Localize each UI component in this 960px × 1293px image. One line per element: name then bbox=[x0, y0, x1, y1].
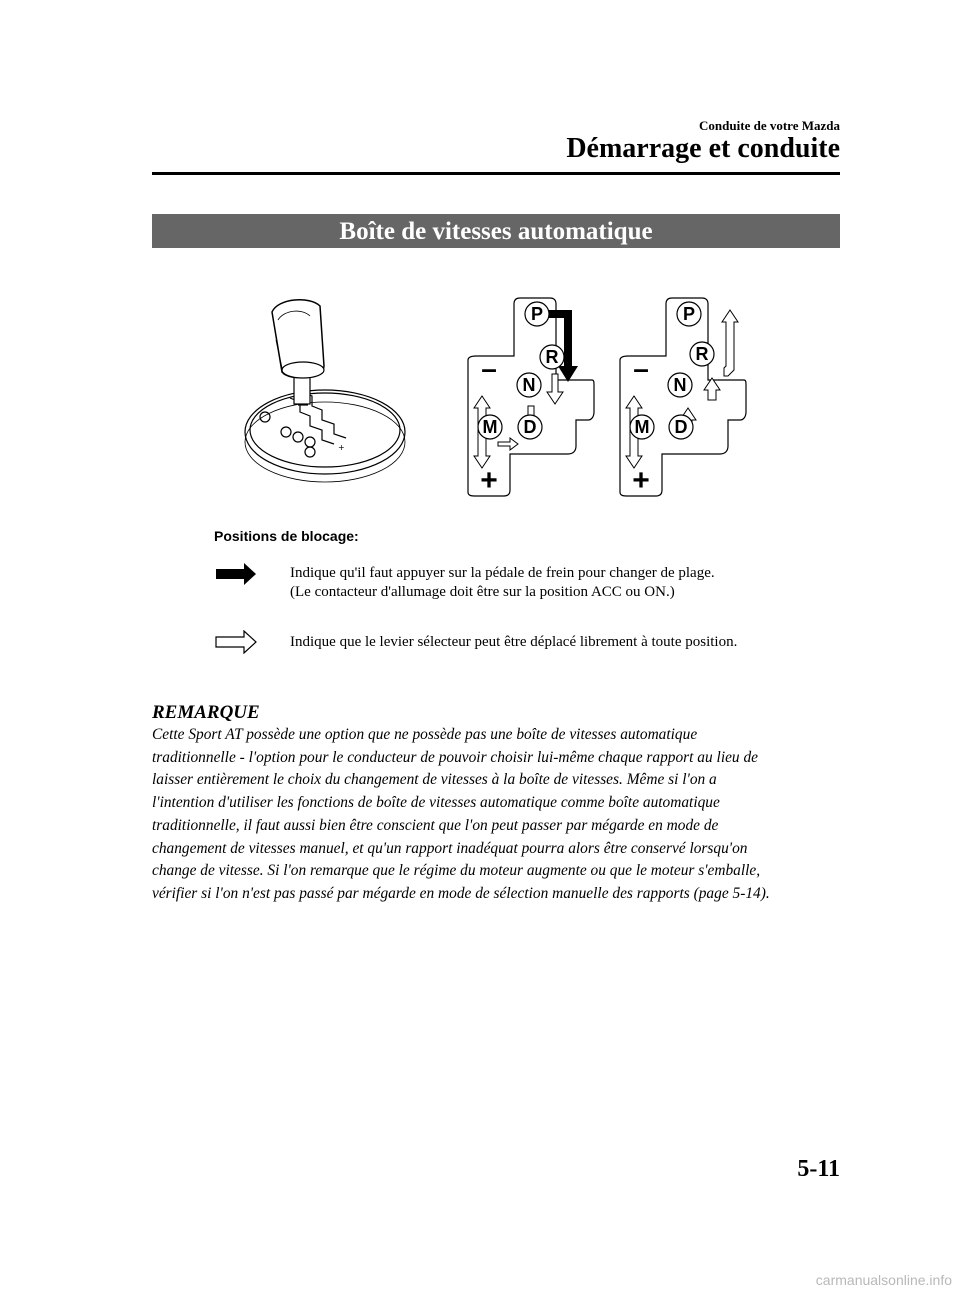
legend-item-line: (Le contacteur d'allumage doit être sur la position ACC ou ON.) bbox=[290, 584, 675, 600]
legend-item-line: Indique qu'il faut appuyer sur la pédale de frein pour changer de plage. bbox=[290, 565, 715, 581]
header-rule bbox=[152, 172, 840, 175]
watermark: carmanualsonline.info bbox=[815, 1272, 952, 1288]
gate-label-r: R bbox=[695, 344, 709, 364]
legend-item-brake-required bbox=[290, 564, 715, 602]
gate-label-p: P bbox=[682, 304, 696, 324]
gate-diagram-free-movement bbox=[620, 298, 746, 497]
note-line: traditionnelle - l'option pour le conducteur de pouvoir choisir lui-même chaque rapport au lieu de bbox=[152, 748, 758, 766]
filled-arrow-icon bbox=[214, 562, 258, 586]
note-line: Cette Sport AT possède une option que ne possède pas une boîte de vitesses automatique bbox=[152, 726, 698, 743]
note-body bbox=[152, 724, 852, 906]
note-title: REMARQUE bbox=[152, 702, 260, 723]
gate-label-m: M bbox=[482, 417, 498, 437]
note-line: vérifier si l'on n'est pas passé par mégarde en mode de sélection manuelle des rapports (page 5-14). bbox=[152, 884, 770, 902]
gate-diagram-brake-required bbox=[468, 298, 594, 497]
gate-label-n: N bbox=[673, 375, 687, 395]
shift-lever-illustration bbox=[245, 300, 405, 482]
gate-minus-sign: – bbox=[633, 353, 649, 384]
gate-plus-sign: + bbox=[632, 464, 650, 497]
shift-lever-figure bbox=[150, 280, 840, 520]
gate-label-p: P bbox=[530, 304, 544, 324]
outline-arrow-icon bbox=[214, 630, 258, 654]
note-line: laisser entièrement le choix du changement de vitesses à la boîte de vitesses. Même si l'on a bbox=[152, 771, 717, 789]
legend-item-line: Indique que le levier sélecteur peut être déplacé librement à toute position. bbox=[290, 634, 738, 650]
note-line: l'intention d'utiliser les fonctions de boîte de vitesses automatique comme boîte automatique bbox=[152, 794, 720, 812]
gate-plus-sign: + bbox=[480, 464, 498, 497]
legend-title: Positions de blocage: bbox=[214, 528, 359, 544]
svg-text:+: + bbox=[338, 443, 345, 452]
gate-label-d: D bbox=[674, 417, 688, 437]
note-line: traditionnelle, il faut aussi bien être conscient que l'on peut passer par mégarde en mode de bbox=[152, 816, 719, 834]
topic-banner: Boîte de vitesses automatique bbox=[152, 214, 840, 248]
gate-label-d: D bbox=[523, 417, 537, 437]
note-line: change de vitesse. Si l'on remarque que le régime du moteur augmente ou que le moteur s'emballe, bbox=[152, 862, 761, 880]
gate-label-r: R bbox=[545, 347, 559, 367]
legend-item-free-movement bbox=[290, 633, 737, 652]
note-line: changement de vitesses manuel, et qu'un rapport inadéquat pourra alors être conservé lorsqu'on bbox=[152, 839, 748, 857]
gate-label-m: M bbox=[634, 417, 650, 437]
page-number: 5-11 bbox=[797, 1156, 840, 1182]
chapter-title: Conduite de votre Mazda bbox=[699, 118, 840, 133]
section-title: Démarrage et conduite bbox=[566, 133, 840, 164]
gate-label-n: N bbox=[522, 375, 536, 395]
gate-minus-sign: – bbox=[481, 353, 497, 384]
